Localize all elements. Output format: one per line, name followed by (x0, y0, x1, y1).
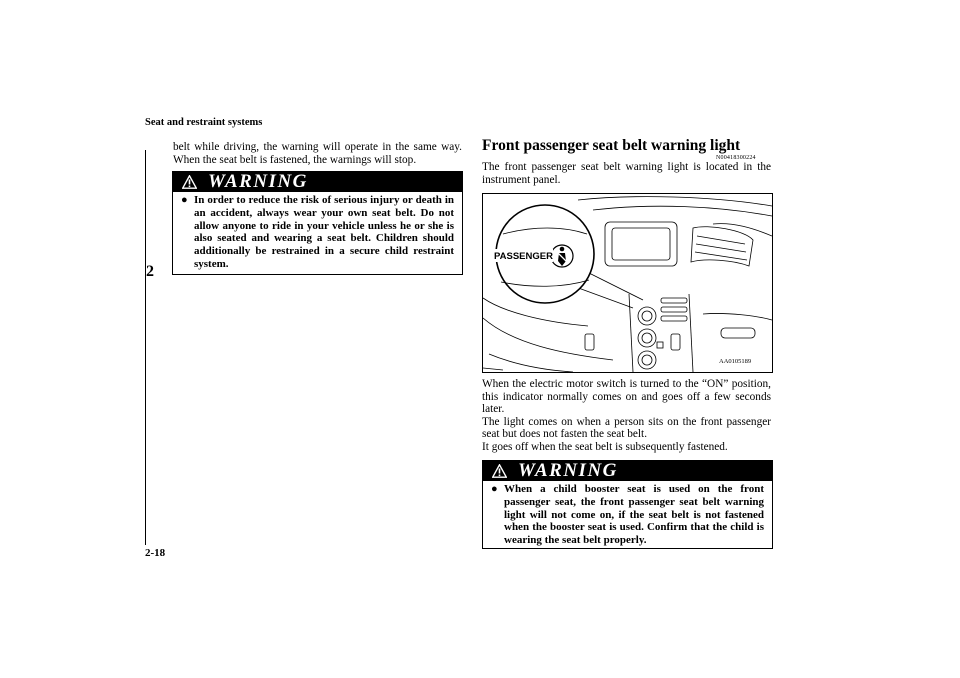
instrument-panel-figure (482, 193, 773, 373)
passenger-indicator-label: PASSENGER (494, 251, 553, 262)
warning-text: In order to reduce the risk of serious injury or death in an accident, always wear your own seat belt. Do not allow anyone to ride in your vehicle unless he or she is also seated and wearing a seat belt. Children should additionally be restrained in a secure child restraint system. (194, 194, 454, 270)
left-intro-text (173, 141, 462, 166)
seat-belt-warning-icon (551, 245, 573, 267)
warning-text: When a child booster seat is used on the front passenger seat, the front passenger seat belt warning light will not come on, if the seat belt is not fastened when the booster seat is used. Confirm that the child is wearing the seat belt properly. (504, 483, 764, 547)
right-body-text (482, 378, 771, 454)
section-header: Seat and restraint systems (145, 117, 263, 128)
body-paragraph-1: When the electric motor switch is turned to the “ON” position, this indicator normally comes on and goes off a few seconds later. (482, 378, 771, 416)
warning-title: WARNING (518, 460, 618, 481)
chapter-number: 2 (146, 263, 154, 280)
warning-header (483, 461, 772, 481)
warning-box-booster-seat (482, 460, 773, 549)
section-title: Front passenger seat belt warning light (482, 137, 741, 154)
warning-title: WARNING (208, 171, 308, 192)
section-code: N00418300224 (716, 155, 756, 161)
body-paragraph-2: The light comes on when a person sits on the front passenger seat but does not fasten the seat belt. (482, 415, 771, 441)
instrument-panel-illustration (483, 194, 772, 372)
warning-body (491, 483, 764, 547)
warning-header (173, 172, 462, 192)
body-paragraph-3: It goes off when the seat belt is subsequently fastened. (482, 440, 728, 453)
warning-body (181, 194, 454, 271)
warning-bullet: ● (491, 483, 498, 495)
figure-code: AA0105189 (719, 358, 752, 365)
chapter-divider (145, 150, 146, 545)
page-number: 2-18 (145, 547, 166, 559)
right-intro-paragraph: The front passenger seat belt warning light is located in the instrument panel. (482, 161, 771, 186)
warning-triangle-icon (182, 175, 197, 189)
right-intro-text (482, 161, 771, 186)
warning-box-seat-belt (172, 171, 463, 275)
warning-triangle-icon (492, 464, 507, 478)
warning-bullet: ● (181, 194, 188, 206)
left-intro-paragraph: belt while driving, the warning will operate in the same way. When the seat belt is fastened, the warnings will stop. (173, 141, 462, 166)
